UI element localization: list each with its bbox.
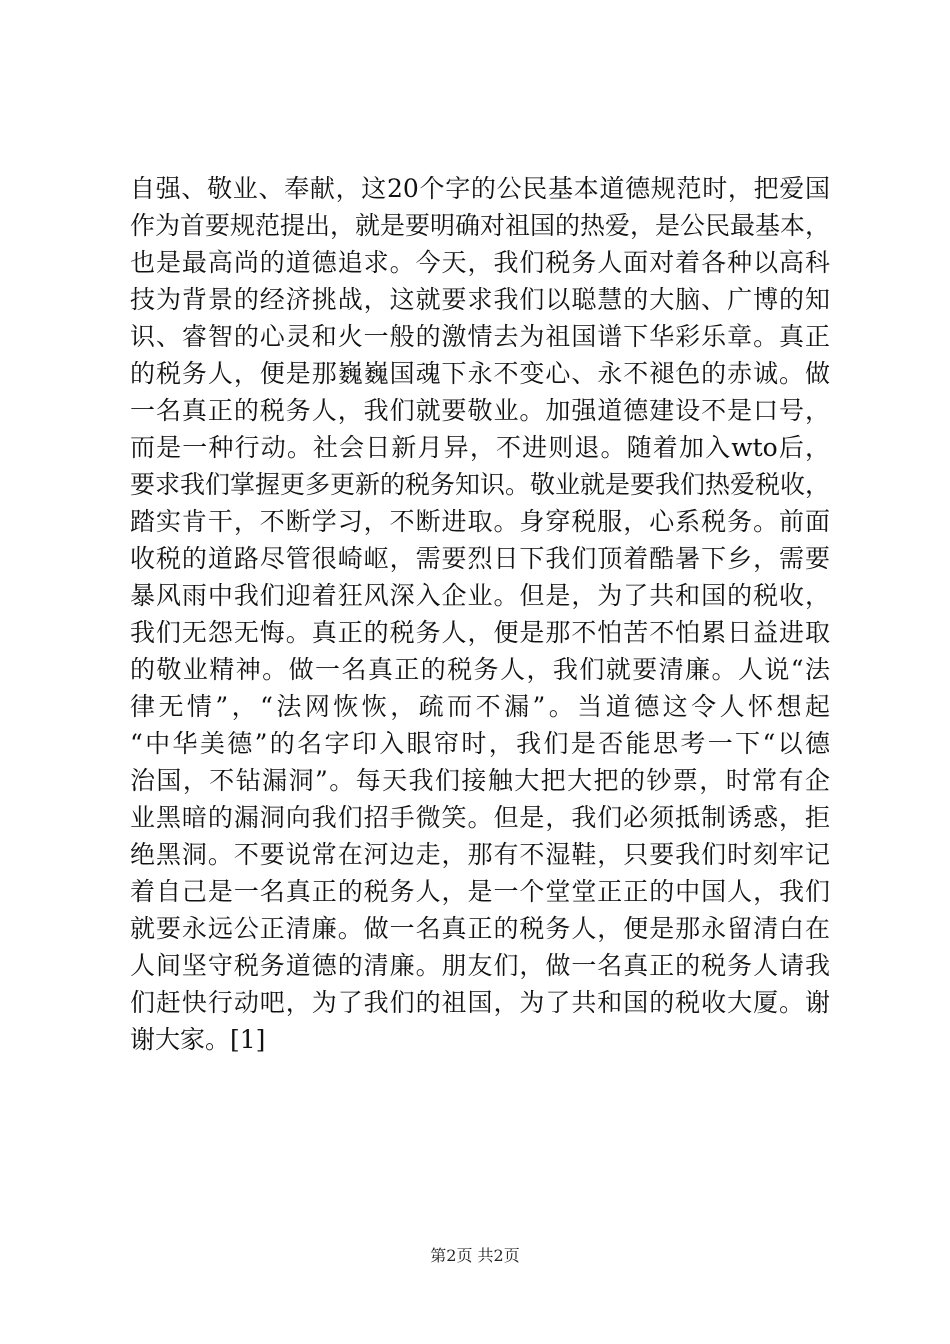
text-line: 人间坚守税务道德的清廉。朋友们，做一名真正的税务人请我: [130, 951, 830, 980]
text-line: 要求我们掌握更多更新的税务知识。敬业就是要我们热爱税收，: [130, 470, 831, 499]
text-line: 的税务人，便是那巍巍国魂下永不变心、永不褪色的赤诚。做: [130, 359, 830, 388]
text-line: 着自己是一名真正的税务人，是一个堂堂正正的中国人，我们: [130, 877, 830, 906]
text-line: 作为首要规范提出，就是要明确对祖国的热爱，是公民最基本，: [130, 211, 831, 240]
text-line: 技为背景的经济挑战，这就要求我们以聪慧的大脑、广博的知: [130, 285, 830, 314]
text-line: 自强、敬业、奉献，这20个字的公民基本道德规范时，把爱国: [130, 174, 830, 203]
text-line: 业黑暗的漏洞向我们招手微笑。但是，我们必须抵制诱惑，拒: [130, 803, 830, 832]
text-line: 治国，不钻漏洞”。每天我们接触大把大把的钞票，时常有企: [130, 766, 830, 795]
text-line: 也是最高尚的道德追求。今天，我们税务人面对着各种以高科: [130, 248, 830, 277]
text-line: “中华美德”的名字印入眼帘时，我们是否能思考一下“以德: [130, 729, 830, 758]
text-line: 一名真正的税务人，我们就要敬业。加强道德建设不是口号，: [130, 396, 830, 425]
text-line: 踏实肯干，不断学习，不断进取。身穿税服，心系税务。前面: [130, 507, 830, 536]
text-line: 的敬业精神。做一名真正的税务人，我们就要清廉。人说“法: [130, 655, 830, 684]
page-number-footer: 第2页 共2页: [430, 1246, 520, 1265]
text-line: 绝黑洞。不要说常在河边走，那有不湿鞋，只要我们时刻牢记: [130, 840, 830, 869]
text-line: 识、睿智的心灵和火一般的激情去为祖国谱下华彩乐章。真正: [130, 322, 830, 351]
body-text: [130, 170, 830, 1058]
text-line: 而是一种行动。社会日新月异，不进则退。随着加入wto后，: [130, 433, 830, 462]
text-line: 律无情”，“法网恢恢，疏而不漏”。当道德这令人怀想起: [130, 692, 830, 721]
text-line: 谢大家。[1]: [130, 1025, 266, 1054]
text-line: 暴风雨中我们迎着狂风深入企业。但是，为了共和国的税收，: [130, 581, 830, 610]
text-line: 我们无怨无悔。真正的税务人，便是那不怕苦不怕累日益进取: [130, 618, 830, 647]
text-line: 收税的道路尽管很崎岖，需要烈日下我们顶着酷暑下乡，需要: [130, 544, 830, 573]
text-line: 们赶快行动吧，为了我们的祖国，为了共和国的税收大厦。谢: [130, 988, 830, 1017]
text-line: 就要永远公正清廉。做一名真正的税务人，便是那永留清白在: [130, 914, 830, 943]
